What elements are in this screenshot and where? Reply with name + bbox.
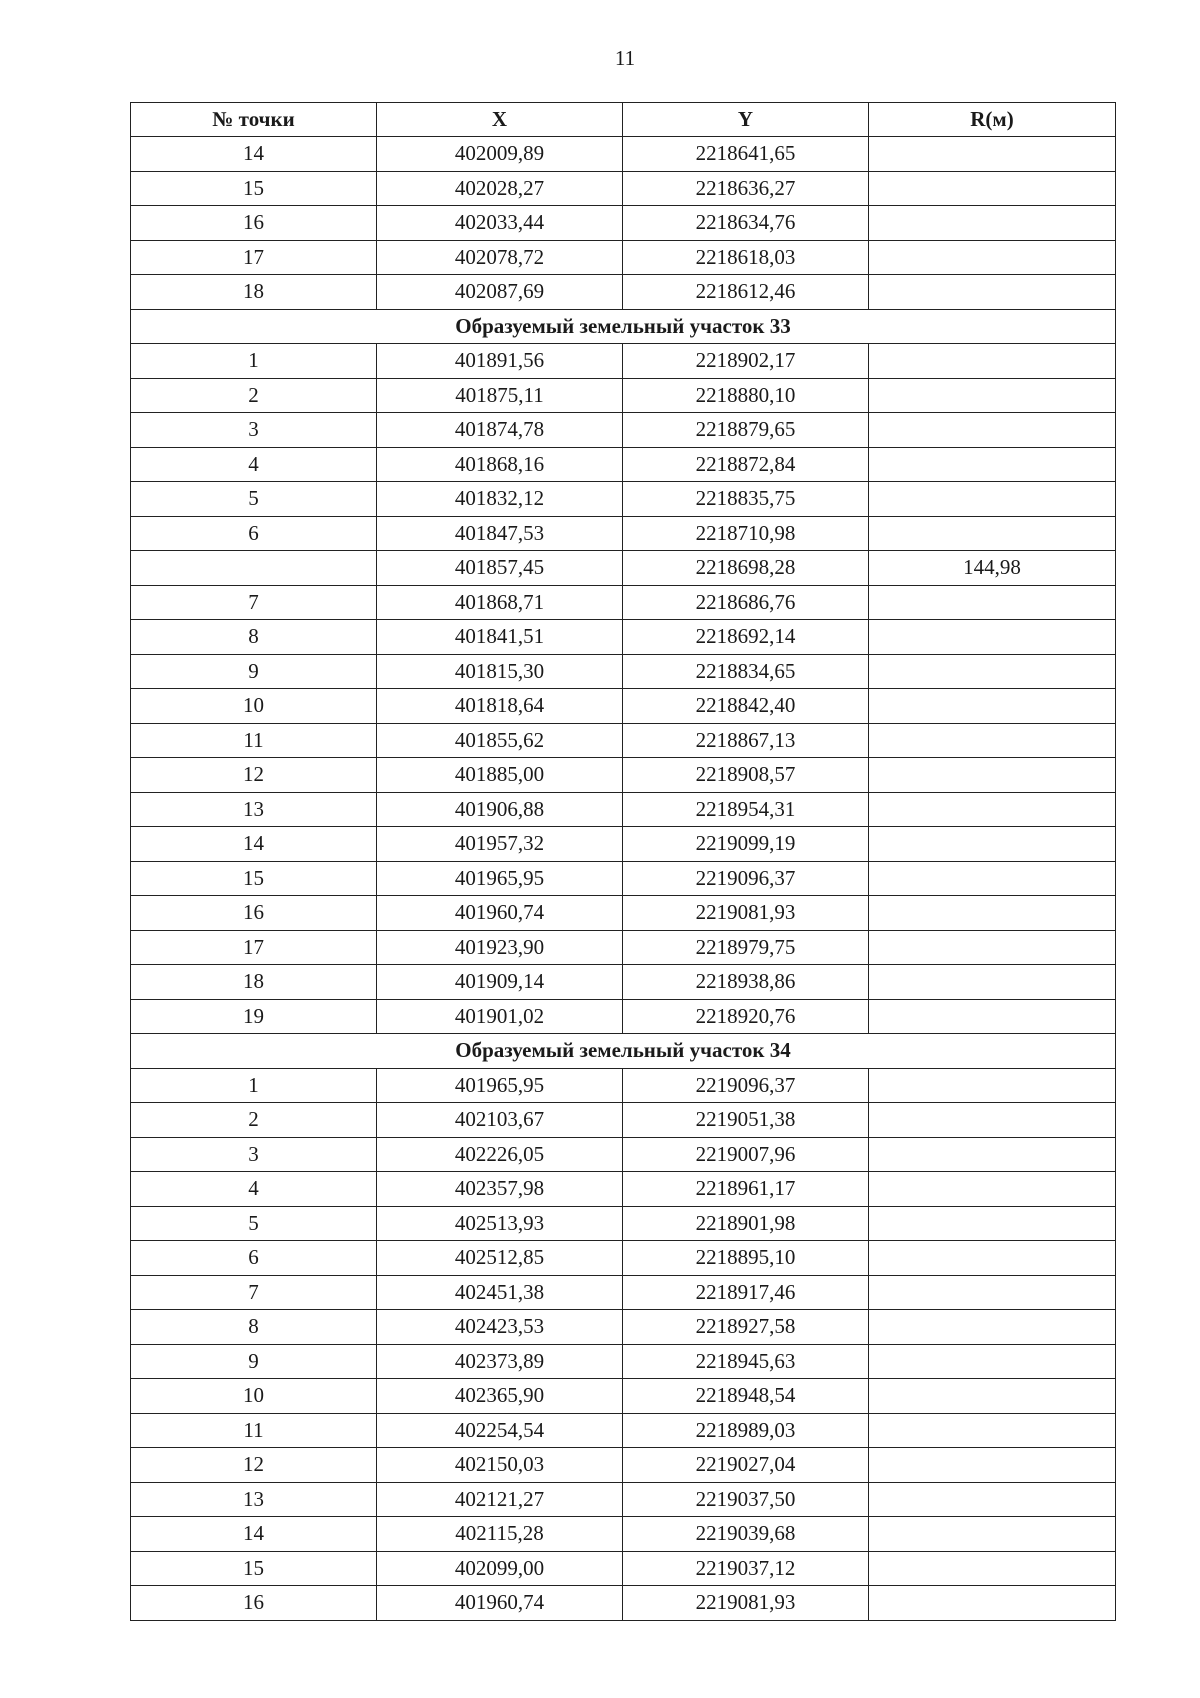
y-coordinate-cell: 2218948,54 [623,1379,869,1414]
x-coordinate-cell: 402121,27 [377,1482,623,1517]
point-number-cell: 3 [131,413,377,448]
table-row [131,1379,1116,1414]
point-number-cell: 14 [131,137,377,172]
y-coordinate-cell: 2219081,93 [623,896,869,931]
point-number-cell: 4 [131,1172,377,1207]
table-row [131,378,1116,413]
point-number-cell: 6 [131,516,377,551]
section-row [131,1034,1116,1069]
table-row [131,482,1116,517]
x-coordinate-cell: 402451,38 [377,1275,623,1310]
x-coordinate-cell: 402513,93 [377,1206,623,1241]
y-coordinate-cell: 2218880,10 [623,378,869,413]
point-number-cell: 13 [131,1482,377,1517]
table-row [131,1206,1116,1241]
table-row [131,1344,1116,1379]
table-row [131,413,1116,448]
x-coordinate-cell: 401857,45 [377,551,623,586]
table-row [131,1482,1116,1517]
radius-cell [869,758,1116,793]
y-coordinate-cell: 2218979,75 [623,930,869,965]
y-coordinate-cell: 2219039,68 [623,1517,869,1552]
x-coordinate-cell: 401832,12 [377,482,623,517]
y-coordinate-cell: 2218954,31 [623,792,869,827]
table-row [131,758,1116,793]
y-coordinate-cell: 2218692,14 [623,620,869,655]
x-coordinate-cell: 401847,53 [377,516,623,551]
x-coordinate-cell: 401815,30 [377,654,623,689]
table-row [131,792,1116,827]
radius-cell [869,1241,1116,1276]
y-coordinate-cell: 2218641,65 [623,137,869,172]
table-row [131,654,1116,689]
header-row [131,103,1116,137]
column-header-x: X [377,103,623,137]
point-number-cell: 12 [131,1448,377,1483]
point-number-cell: 12 [131,758,377,793]
x-coordinate-cell: 402365,90 [377,1379,623,1414]
x-coordinate-cell: 402150,03 [377,1448,623,1483]
y-coordinate-cell: 2218961,17 [623,1172,869,1207]
point-number-cell: 15 [131,171,377,206]
x-coordinate-cell: 401875,11 [377,378,623,413]
point-number-cell: 14 [131,827,377,862]
x-coordinate-cell: 402033,44 [377,206,623,241]
x-coordinate-cell: 401960,74 [377,1586,623,1621]
table-row [131,1172,1116,1207]
x-coordinate-cell: 401965,95 [377,861,623,896]
y-coordinate-cell: 2218634,76 [623,206,869,241]
point-number-cell: 17 [131,930,377,965]
point-number-cell: 7 [131,1275,377,1310]
radius-cell [869,378,1116,413]
radius-cell [869,275,1116,310]
table-row [131,689,1116,724]
y-coordinate-cell: 2219099,19 [623,827,869,862]
y-coordinate-cell: 2218989,03 [623,1413,869,1448]
point-number-cell: 4 [131,447,377,482]
table-row [131,1241,1116,1276]
x-coordinate-cell: 401960,74 [377,896,623,931]
table-row [131,1586,1116,1621]
point-number-cell: 10 [131,1379,377,1414]
table-row [131,1448,1116,1483]
radius-cell [869,1310,1116,1345]
point-number-cell: 2 [131,378,377,413]
y-coordinate-cell: 2218895,10 [623,1241,869,1276]
radius-cell [869,896,1116,931]
point-number-cell: 16 [131,1586,377,1621]
point-number-cell: 18 [131,275,377,310]
radius-cell [869,585,1116,620]
x-coordinate-cell: 402103,67 [377,1103,623,1138]
x-coordinate-cell: 401891,56 [377,344,623,379]
radius-cell [869,171,1116,206]
point-number-cell: 10 [131,689,377,724]
table-row [131,965,1116,1000]
radius-cell [869,1586,1116,1621]
y-coordinate-cell: 2218901,98 [623,1206,869,1241]
radius-cell [869,930,1116,965]
point-number-cell: 7 [131,585,377,620]
point-number-cell: 1 [131,1068,377,1103]
table-row [131,896,1116,931]
point-number-cell: 9 [131,654,377,689]
table-row [131,620,1116,655]
point-number-cell: 5 [131,1206,377,1241]
y-coordinate-cell: 2218908,57 [623,758,869,793]
y-coordinate-cell: 2218710,98 [623,516,869,551]
radius-cell [869,620,1116,655]
point-number-cell: 5 [131,482,377,517]
radius-cell [869,827,1116,862]
table-row [131,1551,1116,1586]
point-number-cell: 19 [131,999,377,1034]
x-coordinate-cell: 402357,98 [377,1172,623,1207]
page-number: 11 [614,46,636,70]
y-coordinate-cell: 2218636,27 [623,171,869,206]
table-row [131,1137,1116,1172]
y-coordinate-cell: 2219007,96 [623,1137,869,1172]
x-coordinate-cell: 401909,14 [377,965,623,1000]
section-title: Образуемый земельный участок 33 [131,309,1116,344]
radius-cell [869,1413,1116,1448]
x-coordinate-cell: 402028,27 [377,171,623,206]
x-coordinate-cell: 402373,89 [377,1344,623,1379]
y-coordinate-cell: 2219081,93 [623,1586,869,1621]
x-coordinate-cell: 402099,00 [377,1551,623,1586]
radius-cell [869,482,1116,517]
table-row [131,1517,1116,1552]
radius-cell [869,206,1116,241]
table-row [131,447,1116,482]
y-coordinate-cell: 2218902,17 [623,344,869,379]
table-row [131,551,1116,586]
radius-cell [869,689,1116,724]
x-coordinate-cell: 402078,72 [377,240,623,275]
point-number-cell: 8 [131,1310,377,1345]
y-coordinate-cell: 2218945,63 [623,1344,869,1379]
radius-cell [869,1137,1116,1172]
y-coordinate-cell: 2218867,13 [623,723,869,758]
table-row [131,1103,1116,1138]
y-coordinate-cell: 2219096,37 [623,1068,869,1103]
radius-cell [869,1344,1116,1379]
x-coordinate-cell: 402115,28 [377,1517,623,1552]
point-number-cell: 16 [131,206,377,241]
x-coordinate-cell: 402087,69 [377,275,623,310]
column-header-point-number: № точки [131,103,377,137]
radius-cell [869,792,1116,827]
radius-cell [869,1482,1116,1517]
x-coordinate-cell: 401885,00 [377,758,623,793]
point-number-cell: 8 [131,620,377,655]
y-coordinate-cell: 2218872,84 [623,447,869,482]
x-coordinate-cell: 401868,16 [377,447,623,482]
point-number-cell: 13 [131,792,377,827]
point-number-cell: 6 [131,1241,377,1276]
radius-cell [869,137,1116,172]
y-coordinate-cell: 2219037,12 [623,1551,869,1586]
y-coordinate-cell: 2218917,46 [623,1275,869,1310]
table-row [131,585,1116,620]
x-coordinate-cell: 401868,71 [377,585,623,620]
radius-cell: 144,98 [869,551,1116,586]
column-header-y: Y [623,103,869,137]
table-row [131,240,1116,275]
point-number-cell: 11 [131,1413,377,1448]
table-row [131,171,1116,206]
table-row [131,1275,1116,1310]
x-coordinate-cell: 401965,95 [377,1068,623,1103]
section-row [131,309,1116,344]
column-header-radius: R(м) [869,103,1116,137]
x-coordinate-cell: 401841,51 [377,620,623,655]
radius-cell [869,1379,1116,1414]
y-coordinate-cell: 2218686,76 [623,585,869,620]
x-coordinate-cell: 402009,89 [377,137,623,172]
radius-cell [869,344,1116,379]
radius-cell [869,413,1116,448]
radius-cell [869,1551,1116,1586]
table-row [131,1413,1116,1448]
x-coordinate-cell: 401874,78 [377,413,623,448]
point-number-cell: 3 [131,1137,377,1172]
table-row [131,516,1116,551]
radius-cell [869,1517,1116,1552]
table-row [131,206,1116,241]
radius-cell [869,1068,1116,1103]
y-coordinate-cell: 2219027,04 [623,1448,869,1483]
x-coordinate-cell: 401957,32 [377,827,623,862]
y-coordinate-cell: 2219051,38 [623,1103,869,1138]
x-coordinate-cell: 402226,05 [377,1137,623,1172]
y-coordinate-cell: 2218938,86 [623,965,869,1000]
x-coordinate-cell: 402254,54 [377,1413,623,1448]
table-row [131,1068,1116,1103]
radius-cell [869,654,1116,689]
radius-cell [869,1172,1116,1207]
point-number-cell: 11 [131,723,377,758]
point-number-cell: 15 [131,1551,377,1586]
point-number-cell: 15 [131,861,377,896]
y-coordinate-cell: 2218835,75 [623,482,869,517]
table-row [131,861,1116,896]
y-coordinate-cell: 2218618,03 [623,240,869,275]
table-row [131,275,1116,310]
table-row [131,723,1116,758]
coordinates-table [130,102,1116,1621]
y-coordinate-cell: 2218920,76 [623,999,869,1034]
y-coordinate-cell: 2218834,65 [623,654,869,689]
point-number-cell: 16 [131,896,377,931]
x-coordinate-cell: 401855,62 [377,723,623,758]
table-row [131,827,1116,862]
radius-cell [869,240,1116,275]
radius-cell [869,516,1116,551]
x-coordinate-cell: 401906,88 [377,792,623,827]
point-number-cell: 9 [131,1344,377,1379]
table-row [131,1310,1116,1345]
y-coordinate-cell: 2218698,28 [623,551,869,586]
point-number-cell: 2 [131,1103,377,1138]
table-row [131,930,1116,965]
x-coordinate-cell: 402512,85 [377,1241,623,1276]
x-coordinate-cell: 402423,53 [377,1310,623,1345]
y-coordinate-cell: 2218879,65 [623,413,869,448]
point-number-cell: 14 [131,1517,377,1552]
point-number-cell [131,551,377,586]
y-coordinate-cell: 2219096,37 [623,861,869,896]
point-number-cell: 18 [131,965,377,1000]
radius-cell [869,447,1116,482]
radius-cell [869,861,1116,896]
table-row [131,344,1116,379]
table-row [131,137,1116,172]
y-coordinate-cell: 2219037,50 [623,1482,869,1517]
x-coordinate-cell: 401818,64 [377,689,623,724]
y-coordinate-cell: 2218927,58 [623,1310,869,1345]
table-header [131,103,1116,137]
radius-cell [869,723,1116,758]
x-coordinate-cell: 401923,90 [377,930,623,965]
x-coordinate-cell: 401901,02 [377,999,623,1034]
section-title: Образуемый земельный участок 34 [131,1034,1116,1069]
point-number-cell: 1 [131,344,377,379]
y-coordinate-cell: 2218842,40 [623,689,869,724]
radius-cell [869,1103,1116,1138]
radius-cell [869,965,1116,1000]
point-number-cell: 17 [131,240,377,275]
radius-cell [869,999,1116,1034]
radius-cell [869,1206,1116,1241]
radius-cell [869,1275,1116,1310]
y-coordinate-cell: 2218612,46 [623,275,869,310]
table-body [131,137,1116,1621]
table-row [131,999,1116,1034]
radius-cell [869,1448,1116,1483]
